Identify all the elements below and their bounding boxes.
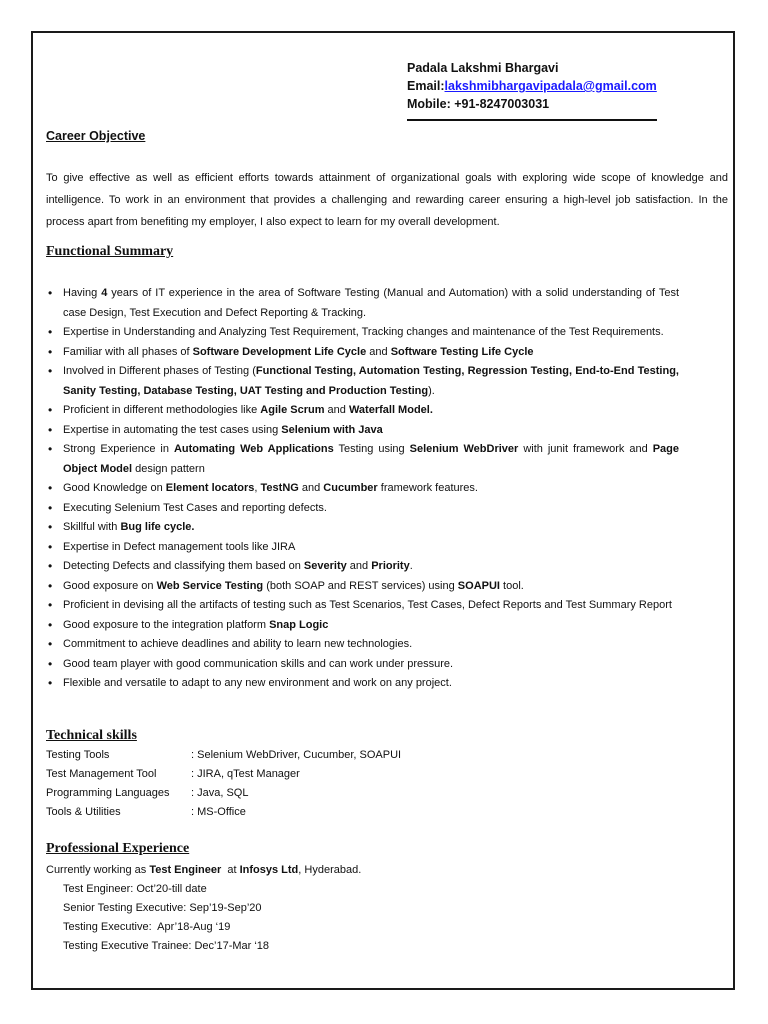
summary-item: • Having 4 years of IT experience in the area of Software Testing (Manual and Automation) with a solid understanding of Test case Design, Test Execution and Defect Reporting & Tracking. xyxy=(47,284,679,323)
skill-row xyxy=(46,803,401,822)
skill-row xyxy=(46,746,401,765)
functional-summary-list xyxy=(47,284,679,694)
summary-item: • Proficient in different methodologies like Agile Scrum and Waterfall Model. xyxy=(47,401,679,421)
summary-item: • Good Knowledge on Element locators, TestNG and Cucumber framework features. xyxy=(47,479,679,499)
professional-experience-heading: Professional Experience xyxy=(46,841,190,856)
summary-item: • Involved in Different phases of Testing (Functional Testing, Automation Testing, Regression Testing, End-to-End Testing, Sanity Testing, Database Testing, UAT Testing and Production Testing). xyxy=(47,362,679,401)
skill-value: : MS-Office xyxy=(191,806,246,818)
intro-company: Infosys Ltd xyxy=(239,864,299,876)
summary-item: • Detecting Defects and classifying them based on Severity and Priority. xyxy=(47,557,679,577)
role-entry: Testing Executive Trainee: Dec’17-Mar ‘18 xyxy=(63,940,270,952)
technical-skills-heading: Technical skills xyxy=(46,728,137,743)
email-line xyxy=(407,77,657,95)
candidate-name: Padala Lakshmi Bhargavi xyxy=(407,61,559,75)
skill-row xyxy=(46,784,401,803)
email-label: Email: xyxy=(407,79,445,93)
summary-item: • Good exposure to the integration platform Snap Logic xyxy=(47,616,679,636)
contact-header xyxy=(407,59,657,113)
email-link[interactable]: lakshmibhargavipadala@gmail.com xyxy=(444,79,657,93)
summary-item: • Strong Experience in Automating Web Applications Testing using Selenium WebDriver with junit framework and Page Object Model design pattern xyxy=(47,440,679,479)
summary-item: • Commitment to achieve deadlines and ability to learn new technologies. xyxy=(47,635,679,655)
role-entry: Senior Testing Executive: Sep’19-Sep’20 xyxy=(63,902,262,914)
summary-item: • Skillful with Bug life cycle. xyxy=(47,518,679,538)
role-entry: Test Engineer: Oct’20-till date xyxy=(63,883,207,895)
intro-prefix: Currently working as xyxy=(46,864,150,876)
skill-category: Tools & Utilities xyxy=(46,806,121,818)
role-history xyxy=(46,880,361,956)
current-position xyxy=(46,861,361,880)
intro-suffix: , Hyderabad. xyxy=(298,864,362,876)
functional-summary-heading: Functional Summary xyxy=(46,244,174,259)
mobile-line: Mobile: +91-8247003031 xyxy=(407,97,550,111)
role-entry: Testing Executive: Apr’18-Aug ‘19 xyxy=(63,921,231,933)
intro-role: Test Engineer xyxy=(149,864,222,876)
resume-page xyxy=(31,31,735,990)
summary-item: • Executing Selenium Test Cases and reporting defects. xyxy=(47,499,679,519)
summary-item: • Flexible and versatile to adapt to any new environment and work on any project. xyxy=(47,674,679,694)
career-objective-heading: Career Objective xyxy=(46,129,146,143)
career-objective-text: To give effective as well as efficient efforts towards attainment of organizational goals with exploring wide scope of knowledge and intelligence. To work in an environment that provides a challenging and rewarding career ensuring a high-level job satisfaction. In the process apart from benefiting my employer, I also expect to learn for my overall development. xyxy=(46,172,728,228)
skill-category: Programming Languages xyxy=(46,787,170,799)
summary-item: • Expertise in Understanding and Analyzing Test Requirement, Tracking changes and maintenance of the Test Requirements. xyxy=(47,323,679,343)
skill-value: : Selenium WebDriver, Cucumber, SOAPUI xyxy=(191,749,402,761)
skill-value: : Java, SQL xyxy=(191,787,249,799)
header-divider xyxy=(407,119,657,121)
intro-mid: at xyxy=(221,864,240,876)
professional-experience xyxy=(46,861,361,956)
summary-item: • Good team player with good communication skills and can work under pressure. xyxy=(47,655,679,675)
technical-skills-table xyxy=(46,746,401,822)
summary-item: • Familiar with all phases of Software Development Life Cycle and Software Testing Life Cycle xyxy=(47,343,679,363)
summary-item: • Good exposure on Web Service Testing (both SOAP and REST services) using SOAPUI tool. xyxy=(47,577,679,597)
skill-row xyxy=(46,765,401,784)
summary-item: • Expertise in automating the test cases using Selenium with Java xyxy=(47,421,679,441)
summary-item: • Expertise in Defect management tools like JIRA xyxy=(47,538,679,558)
skill-category: Test Management Tool xyxy=(46,768,157,780)
skill-value: : JIRA, qTest Manager xyxy=(191,768,300,780)
summary-item: • Proficient in devising all the artifacts of testing such as Test Scenarios, Test Cases, Defect Reports and Test Summary Report xyxy=(47,596,679,616)
skill-category: Testing Tools xyxy=(46,749,110,761)
